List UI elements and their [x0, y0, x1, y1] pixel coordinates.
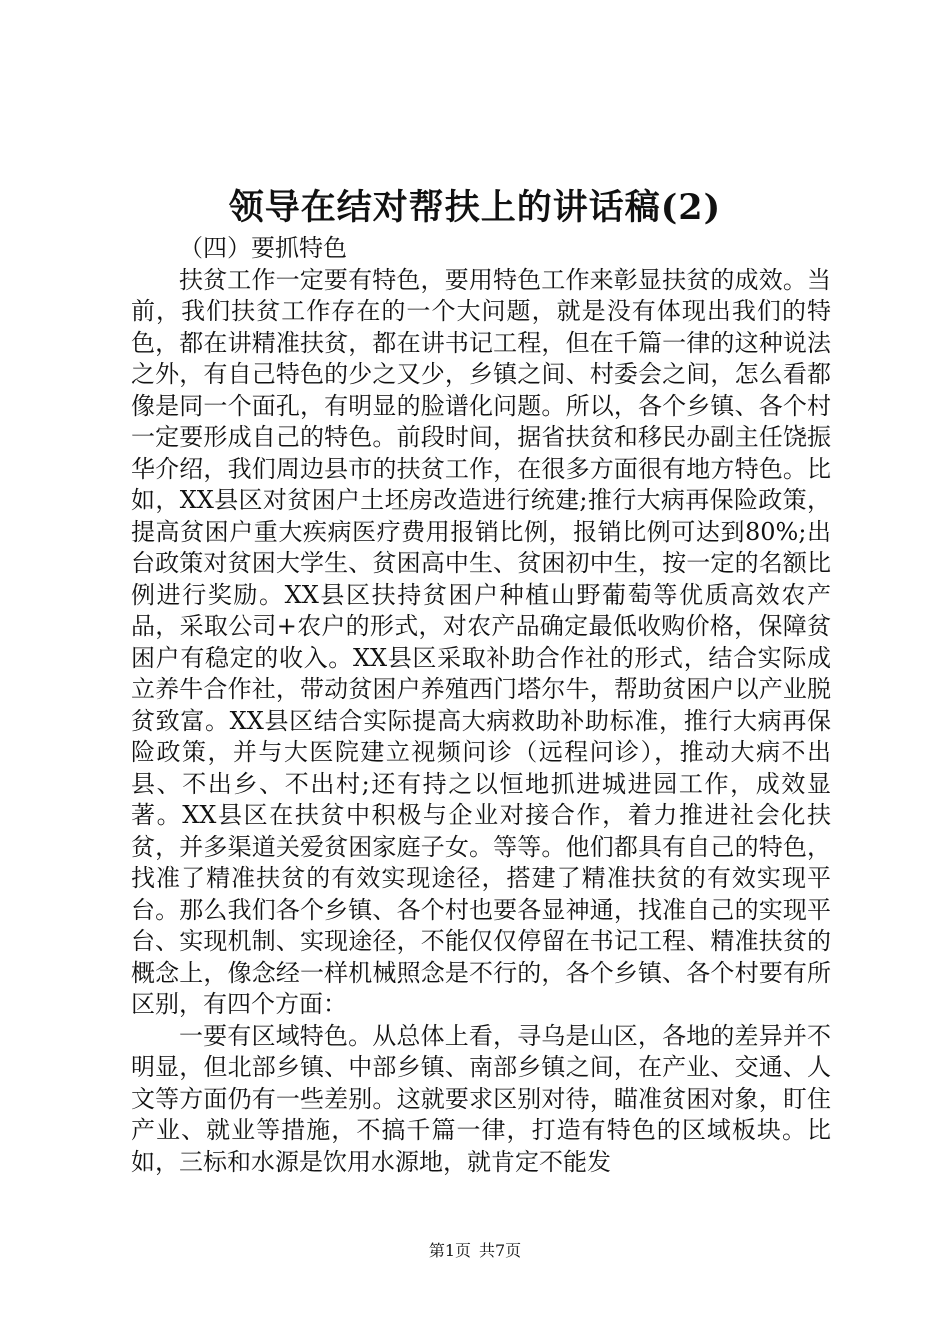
page-footer	[0, 1240, 950, 1262]
document-body	[131, 233, 831, 1178]
body-paragraph: 一要有区域特色。从总体上看，寻乌是山区，各地的差异并不明显，但北部乡镇、中部乡镇、南部乡镇之间，在产业、交通、人文等方面仍有一些差别。这就要求区别对待，瞄准贫困对象，盯住产业、就业等措施，不搞千篇一律，打造有特色的区域板块。比如，三标和水源是饮用水源地，就肯定不能发	[131, 1021, 831, 1176]
page-number: 第1页	[428, 1241, 471, 1260]
body-paragraph: 扶贫工作一定要有特色，要用特色工作来彰显扶贫的成效。当前，我们扶贫工作存在的一个大问题，就是没有体现出我们的特色，都在讲精准扶贫，都在讲书记工程，但在千篇一律的这种说法之外，有自己特色的少之又少，乡镇之间、村委会之间，怎么看都像是同一个面孔，有明显的脸谱化问题。所以，各个乡镇、各个村一定要形成自己的特色。前段时间，据省扶贫和移民办副主任饶振华介绍，我们周边县市的扶贫工作，在很多方面很有地方特色。比如，XX县区对贫困户土坯房改造进行统建;推行大病再保险政策，提高贫困户重大疾病医疗费用报销比例，报销比例可达到80%;出台政策对贫困大学生、贫困高中生、贫困初中生，按一定的名额比例进行奖励。XX县区扶持贫困户种植山野葡萄等优质高效农产品，采取公司+农户的形式，对农产品确定最低收购价格，保障贫困户有稳定的收入。XX县区采取补助合作社的形式，结合实际成立养牛合作社，带动贫困户养殖西门塔尔牛，帮助贫困户以产业脱贫致富。XX县区结合实际提高大病救助补助标准，推行大病再保险政策，并与大医院建立视频问诊（远程问诊），推动大病不出县、不出乡、不出村;还有持之以恒地抓进城进园工作，成效显著。XX县区在扶贫中积极与企业对接合作，着力推进社会化扶贫，并多渠道关爱贫困家庭子女。等等。他们都具有自己的特色，找准了精准扶贫的有效实现途径，搭建了精准扶贫的有效实现平台。那么我们各个乡镇、各个村也要各显神通，找准自己的实现平台、实现机制、实现途径，不能仅仅停留在书记工程、精准扶贫的概念上，像念经一样机械照念是不行的，各个乡镇、各个村要有所区别，有四个方面：	[131, 265, 831, 1018]
document-title: 领导在结对帮扶上的讲话稿(2)	[228, 187, 722, 228]
page-total: 共7页	[479, 1241, 522, 1260]
section-heading: （四）要抓特色	[179, 234, 347, 262]
